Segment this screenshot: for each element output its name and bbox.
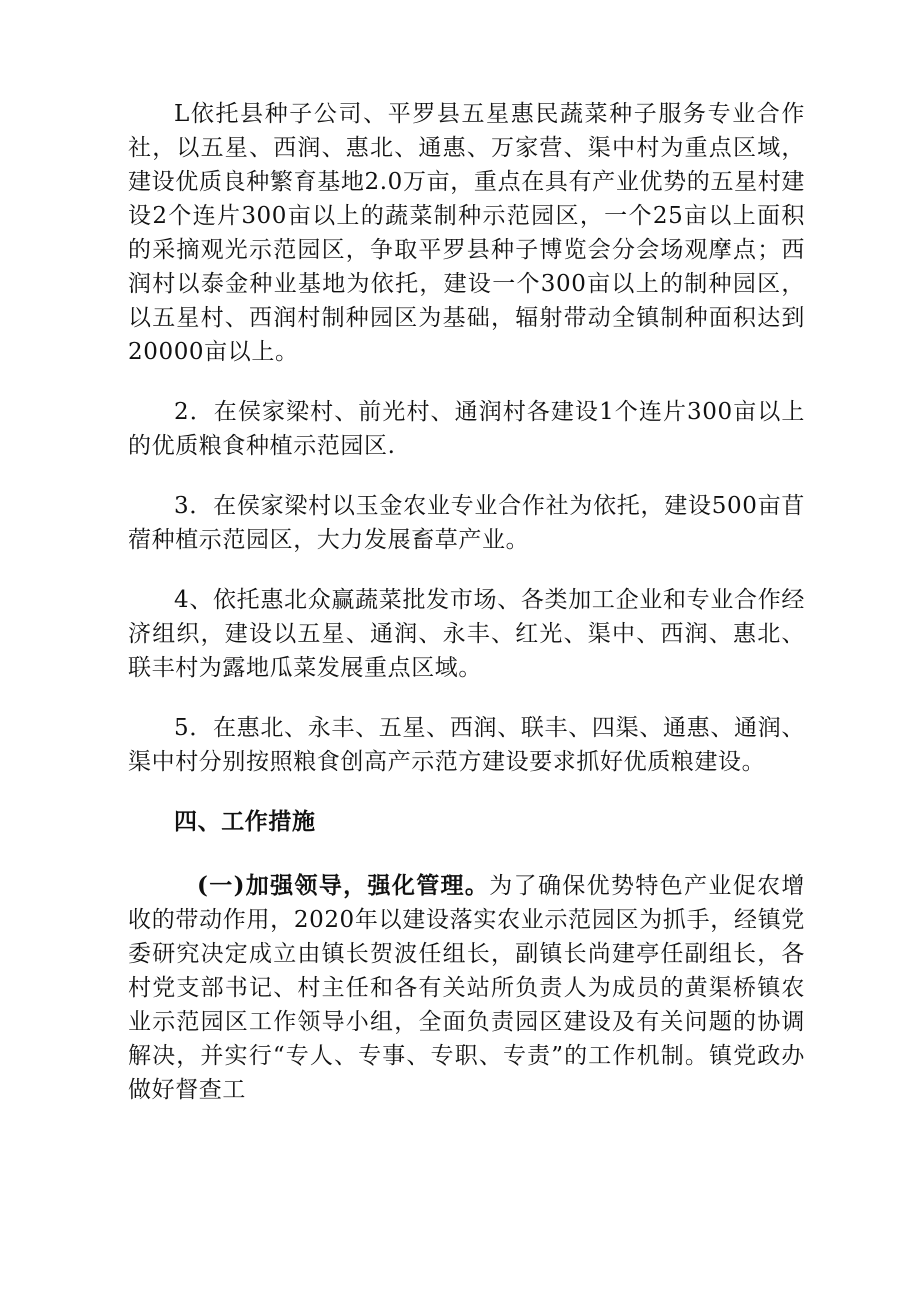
paragraph-alfalfa: 3．在侯家梁村以玉金农业专业合作社为依托，建设500亩苜蓿种植示范园区，大力发展畜草产业。 (128, 493, 805, 553)
paragraph-grain-demo: 2．在侯家梁村、前光村、通润村各建设1个连片300亩以上的优质粮食种植示范园区. (128, 399, 805, 459)
paragraph-high-yield-grain: 5．在惠北、永丰、五星、西润、联丰、四渠、通惠、通润、渠中村分别按照粮食创高产示范方建设要求抓好优质粮建设。 (128, 715, 805, 775)
paragraph-leadership (128, 869, 805, 1107)
document-body (128, 97, 805, 1107)
paragraph-vegetables: 4、依托惠北众赢蔬菜批发市场、各类加工企业和专业合作经济组织，建设以五星、通润、永丰、红光、渠中、西润、惠北、联丰村为露地瓜菜发展重点区域。 (128, 587, 805, 681)
paragraph-leadership-lead: (一)加强领导，强化管理。 (197, 872, 490, 899)
paragraph-seed-breeding: L依托县种子公司、平罗县五星惠民蔬菜种子服务专业合作社，以五星、西润、惠北、通惠、万家营、渠中村为重点区域，建设优质良种繁育基地2.0万亩，重点在具有产业优势的五星村建设2个连片300亩以上的蔬菜制种示范园区，一个25亩以上面积的采摘观光示范园区，争取平罗县种子博览会分会场观摩点；西润村以泰金种业基地为依托，建设一个300亩以上的制种园区，以五星村、西润村制种园区为基础，辐射带动全镇制种面积达到20000亩以上。 (128, 101, 805, 365)
section-heading-work-measures: 四、工作措施 (174, 808, 316, 835)
paragraph-leadership-body: 为了确保优势特色产业促农增收的带动作用，2020年以建设落实农业示范园区为抓手，经镇党委研究决定成立由镇长贺波任组长，副镇长尚建亭任副组长，各村党支部书记、村主任和各有关站所负责人为成员的黄渠桥镇农业示范园区工作领导小组，全面负责园区建设及有关问题的协调解决，并实行“专人、专事、专职、专责”的工作机制。镇党政办做好督查工 (128, 873, 805, 1103)
